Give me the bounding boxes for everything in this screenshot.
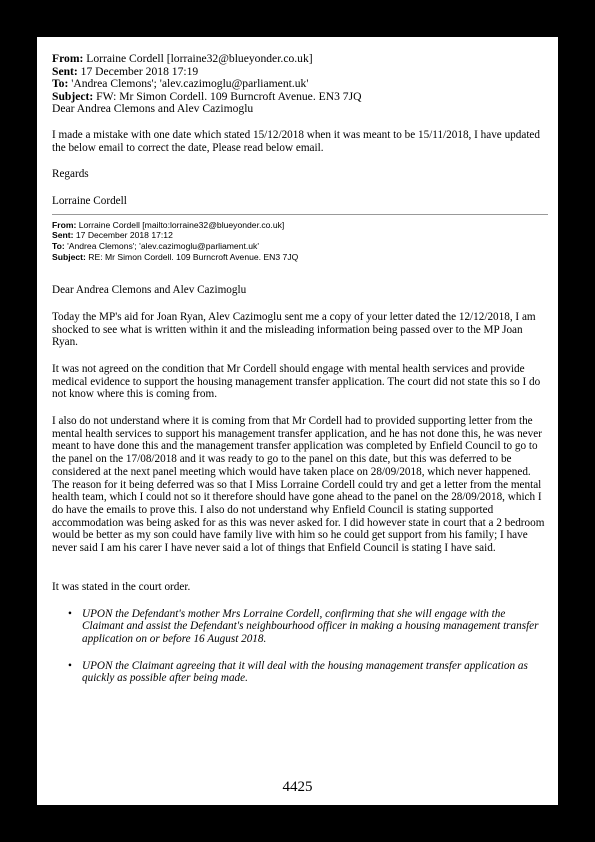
paragraph-4: The reason for it being deferred was so that I Miss Lorraine Cordell could try and get a letter from the mental health team, which I could not so it therefore should have gone ahead to the panel on the 28/09/2018, which I do have the emails to prove this. I also do not understand why Enfield Council is stating supported accommodation was being asked for as this was never asked for. I did however state in court that a 2 bedroom would be better as my son could have family live with him so he could get support from his family; I have never said I am his carer I have never said a lot of things that Enfield Council is stating I have said. (52, 478, 545, 555)
court-order-item-2: • UPON the Claimant agreeing that it will deal with the housing management transfer application as quickly as possible after being made. (82, 660, 548, 685)
greeting: Dear Andrea Clemons and Alev Cazimoglu (52, 284, 247, 297)
header-subject-line (52, 252, 548, 263)
header-sent-line (52, 230, 548, 241)
subject-value: RE: Mr Simon Cordell. 109 Burncroft Avenue. EN3 7JQ (85, 251, 299, 262)
subject-label: Subject: (52, 89, 94, 103)
court-order-intro: It was stated in the court order. (52, 580, 191, 593)
to-label: To: (52, 240, 65, 251)
court-order-item-1: • UPON the Defendant's mother Mrs Lorraine Cordell, confirming that she will engage with the Claimant and assist the Defendant's neighbourhood officer in making a housing management transfer application on or before 16 August 2018. (82, 608, 548, 646)
email-header-forward (52, 53, 548, 116)
subject-value: FW: Mr Simon Cordell. 109 Burncroft Avenue. EN3 7JQ (93, 89, 362, 103)
signature: Lorraine Cordell (52, 195, 127, 208)
sent-label: Sent: (52, 64, 78, 78)
to-label: To: (52, 77, 69, 91)
paragraph-1: Today the MP's aid for Joan Ryan, Alev Cazimoglu sent me a copy of your letter dated the 12/12/2018, I am shocked to see what is written within it and the misleading information being passed over to the MP Joan Ryan. (52, 310, 536, 349)
from-label: From: (52, 219, 77, 230)
list-spacer (82, 646, 548, 660)
correction-paragraph: I made a mistake with one date which stated 15/12/2018 when it was meant to be 15/11/2018, I have updated the below email to correct the date, Please read below email. (52, 128, 540, 154)
court-order-list (52, 608, 548, 686)
to-value: 'Andrea Clemons'; 'alev.cazimoglu@parliament.uk' (68, 77, 309, 91)
sent-value: 17 December 2018 17:19 (77, 64, 199, 78)
subject-label: Subject: (52, 251, 86, 262)
greeting: Dear Andrea Clemons and Alev Cazimoglu (52, 102, 254, 116)
header-to-line (52, 241, 548, 252)
paragraph-2: It was not agreed on the condition that Mr Cordell should engage with mental health services and provide medical evidence to support the housing management transfer application. The court did not state this so I do not know where this is coming from. (52, 362, 541, 401)
regards: Regards (52, 168, 89, 181)
divider (52, 214, 548, 215)
page-number: 4425 (282, 779, 313, 795)
from-label: From: (52, 52, 84, 65)
from-value: Lorraine Cordell [mailto:lorraine32@blueyonder.co.uk] (76, 219, 285, 230)
document-content (52, 53, 548, 685)
from-value: Lorraine Cordell [lorraine32@blueyonder.co.uk] (83, 52, 313, 65)
to-value: 'Andrea Clemons'; 'alev.cazimoglu@parliament.uk' (64, 240, 259, 251)
document-page (37, 37, 558, 805)
email-header-original (52, 220, 548, 262)
paragraph-3: I also do not understand where it is coming from that Mr Cordell had to provided supporting letter from the mental health services to support his management transfer application, and he has not done this, he was never meant to have done this and the management transfer application was completed by Enfield Council to go to the panel on the 17/08/2018 and it was ready to go to the panel on this date, but this was deferred to be considered at the next panel meeting which would have taken place on 28/09/2018, which never happened. (52, 415, 542, 478)
sent-value: 17 December 2018 17:12 (73, 230, 173, 241)
header-from-line (52, 220, 548, 231)
sent-label: Sent: (52, 230, 74, 241)
